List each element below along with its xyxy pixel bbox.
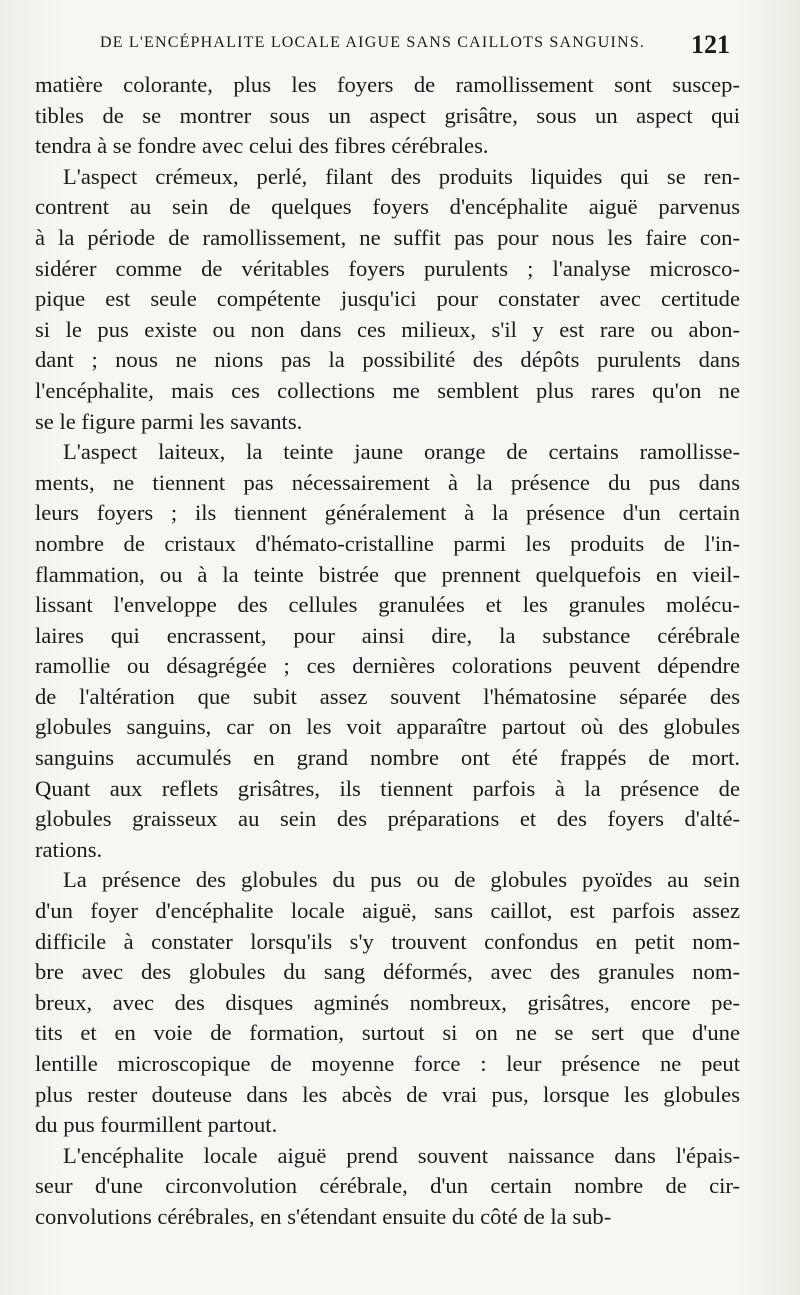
- text-line: pique est seule compétente jusqu'ici pour constater avec certitude: [35, 286, 740, 312]
- text-line: plus rester douteuse dans les abcès de vrai pus, lorsque les globules: [35, 1081, 740, 1107]
- text-line: d'un foyer d'encéphalite locale aiguë, sans caillot, est parfois assez: [35, 898, 740, 924]
- text-line: contrent au sein de quelques foyers d'encéphalite aiguë parvenus: [35, 194, 740, 220]
- text-line: L'aspect crémeux, perlé, filant des produits liquides qui se ren-: [63, 163, 740, 189]
- text-line: rations.: [35, 836, 103, 862]
- text-line: tits et en voie de formation, surtout si on ne se sert que d'une: [35, 1020, 740, 1046]
- paragraph: [35, 865, 740, 1140]
- text-line: convolutions cérébrales, en s'étendant ensuite du côté de la sub-: [35, 1203, 612, 1229]
- text-line: matière colorante, plus les foyers de ramollissement sont suscep-: [35, 72, 740, 97]
- text-line: à la période de ramollissement, ne suffit pas pour nous les faire con-: [35, 224, 740, 250]
- text-line: tendra à se fondre avec celui des fibres cérébrales.: [35, 133, 489, 159]
- text-line: sidérer comme de véritables foyers purulents ; l'analyse microsco-: [35, 255, 740, 281]
- paragraph: [35, 162, 740, 437]
- text-line: lentille microscopique de moyenne force : leur présence ne peut: [35, 1051, 740, 1076]
- text-line: ments, ne tiennent pas nécessairement à la présence du pus dans: [35, 469, 740, 495]
- body-text: [35, 70, 740, 1233]
- text-line: si le pus existe ou non dans ces milieux, s'il y est rare ou abon-: [35, 316, 740, 342]
- paragraph: [35, 1141, 740, 1233]
- text-line: lissant l'enveloppe des cellules granulées et les granules molécu-: [35, 592, 740, 618]
- page-number: 121: [691, 30, 730, 59]
- text-line: nombre de cristaux d'hémato-cristalline parmi les produits de l'in-: [35, 530, 740, 556]
- text-line: laires qui encrassent, pour ainsi dire, la substance cérébrale: [35, 622, 740, 648]
- running-title: DE L'ENCÉPHALITE LOCALE AIGUE SANS CAILLOTS SANGUINS.: [100, 34, 646, 51]
- text-line: globules graisseux au sein des préparations et des foyers d'alté-: [35, 806, 740, 832]
- text-line: sanguins accumulés en grand nombre ont été frappés de mort.: [35, 745, 740, 771]
- text-line: seur d'une circonvolution cérébrale, d'un certain nombre de cir-: [35, 1173, 740, 1199]
- paragraph: [35, 70, 740, 162]
- text-line: Quant aux reflets grisâtres, ils tiennent parfois à la présence de: [35, 775, 740, 801]
- text-line: l'encéphalite, mais ces collections me semblent plus rares qu'on ne: [35, 377, 740, 403]
- text-line: flammation, ou à la teinte bistrée que prennent quelquefois en vieil-: [35, 561, 740, 587]
- running-head: [100, 30, 740, 60]
- text-line: La présence des globules du pus ou de globules pyoïdes au sein: [63, 867, 740, 893]
- paragraph: [35, 437, 740, 865]
- text-line: se le figure parmi les savants.: [35, 408, 303, 434]
- text-line: bre avec des globules du sang déformés, avec des granules nom-: [35, 959, 740, 985]
- text-line: dant ; nous ne nions pas la possibilité des dépôts purulents dans: [35, 347, 740, 373]
- text-line: du pus fourmillent partout.: [35, 1112, 278, 1138]
- text-line: ramollie ou désagrégée ; ces dernières colorations peuvent dépendre: [35, 653, 740, 679]
- text-line: L'encéphalite locale aiguë prend souvent naissance dans l'épais-: [63, 1142, 740, 1168]
- text-line: breux, avec des disques agminés nombreux, grisâtres, encore pe-: [35, 989, 740, 1015]
- text-line: difficile à constater lorsqu'ils s'y trouvent confondus en petit nom-: [35, 928, 740, 954]
- text-line: L'aspect laiteux, la teinte jaune orange de certains ramollisse-: [63, 439, 740, 465]
- text-line: de l'altération que subit assez souvent l'hématosine séparée des: [35, 683, 740, 709]
- text-line: globules sanguins, car on les voit apparaître partout où des globules: [35, 714, 740, 740]
- text-line: leurs foyers ; ils tiennent généralement à la présence d'un certain: [35, 500, 740, 526]
- text-line: tibles de se montrer sous un aspect grisâtre, sous un aspect qui: [35, 102, 740, 128]
